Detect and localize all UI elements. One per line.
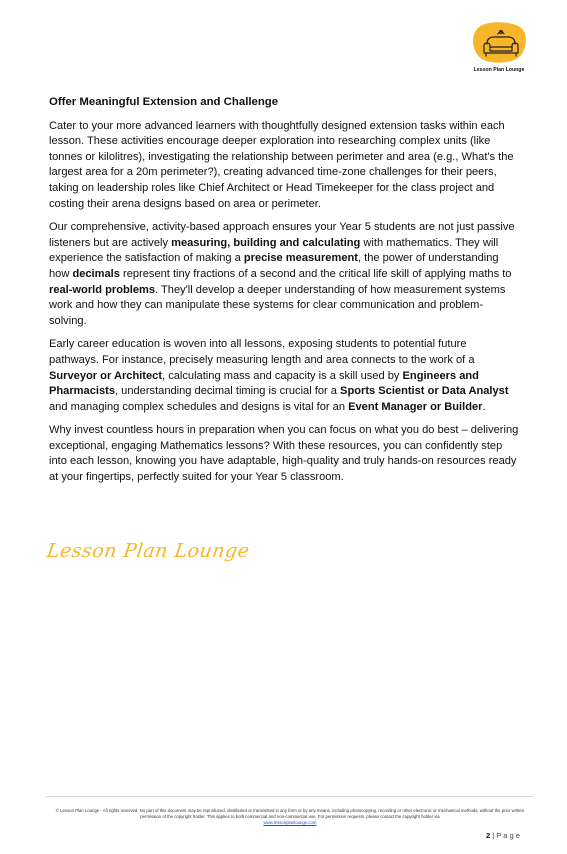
emphasis-text: decimals [72,267,120,280]
emphasis-text: real-world problems [49,283,156,296]
footer-divider [46,796,534,797]
paragraph-text: Our comprehensive, activity-based approach ensures your Year 5 students are not just passive listeners but are actively [49,221,515,249]
paragraph-text: , understanding decimal timing is crucial for a [114,385,341,398]
paragraph-list [49,119,519,486]
emphasis-text: Surveyor or Architect [49,369,163,382]
paragraph-text: Cater to your more advanced learners with thoughtfully designed extension tasks within each lesson. These activities encourage deeper exploration into researching complex units (like tonnes or kilolitres), investigating the relationship between perimeter and area (e.g., What's the largest area for a 20m perimeter?), creating advanced time-zone challenges for their peers, taking on leadership roles like Chief Architect or Head Timekeeper for the class project and costing their arena designs based on area or perimeter. [49,119,514,210]
paragraph-text: with mathematics. They will experience the satisfaction of making a [49,236,499,265]
page-number [486,831,520,840]
body-paragraph [49,423,519,485]
paragraph-text: Early career education is woven into all lessons, exposing students to potential future pathways. For instance, precisely measuring length and area connects to the work of a [49,338,475,366]
emphasis-text: Engineers and Pharmacists [49,369,479,398]
brand-logo [466,22,532,80]
emphasis-text: Event Manager or Builder [348,400,483,413]
paragraph-text: . [482,400,486,413]
document-body [49,95,519,494]
paragraph-text: represent tiny fractions of a second and the critical life skill of applying maths to [119,267,512,280]
page-number-value: 2 [486,831,491,840]
emphasis-text: measuring, building and calculating [171,236,361,249]
paragraph-text: and managing complex schedules and designs is vital for an [49,400,349,413]
paragraph-text: Why invest countless hours in preparation when you can focus on what you do best – delivering exceptional, engaging Mathematics lessons? With these resources, you can confidently step into each lesson, knowing you have adaptable, high-quality and truly hands-on resources ready at your fingertips, perfectly suited for your Year 5 classroom. [49,424,519,484]
body-paragraph [49,220,519,329]
page-label: | P a g e [490,831,520,840]
emphasis-text: Sports Scientist or Data Analyst [340,385,509,398]
body-paragraph [49,119,519,213]
website-link[interactable]: www.lessonplanlounge.com [263,820,317,826]
logo-wordmark: Lesson Plan Lounge [473,67,525,73]
section-heading: Offer Meaningful Extension and Challenge [49,96,279,108]
paragraph-text: , calculating mass and capacity is a skill used by [162,369,403,382]
paragraph-text: , the power of understanding how [49,252,499,280]
emphasis-text: precise measurement [243,252,358,265]
brand-signature: Lesson Plan Lounge [45,540,252,562]
sofa-logo-icon [470,22,528,64]
paragraph-text: . They'll develop a deeper understanding of how measurement systems work and how they can manipulate these systems for clear communication and problem-solving. [49,283,506,327]
body-paragraph [49,337,519,415]
copyright-footer [48,808,532,827]
copyright-text: © Lesson Plan Lounge - All rights reserved. No part of this document may be reproduced, distributed or transmitted in any form or by any means, including photocopying, recording or other electronic or mechanical methods, without the prior written permission of the copyright holder. This applies to both commercial and non-commercial use. For permission requests, please contact the copyright holder via [55,808,525,820]
